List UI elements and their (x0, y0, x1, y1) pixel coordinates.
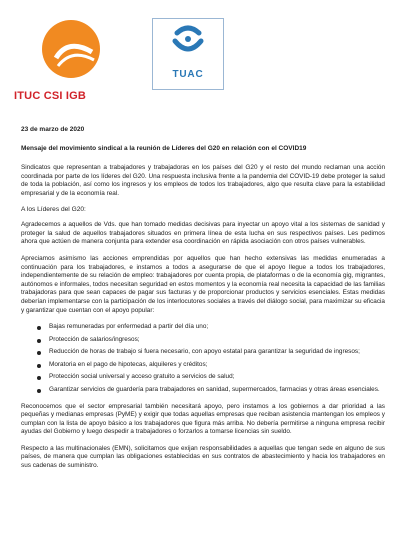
paragraph-3: Reconocemos que el sector empresarial también necesitará apoyo, pero instamos a los gobiernos a dar prioridad a las pequeñas y medianas empresas (PyME) y exigir que todas aquellas empresas que reciban asistencia mantengan los empleos y cumplan con la lista de apoyo básico a los trabajadores que figura más arriba. No debería permitirse a ninguna empresa recibir ayudas del Gobierno y luego despedir a trabajadores o forzarlos a tomarse licencias sin sueldo. (21, 402, 385, 436)
ituc-mark-icon (48, 28, 100, 72)
list-item: Protección de salarios/ingresos; (37, 336, 385, 345)
intro-paragraph: Sindicatos que representan a trabajadores y trabajadoras en los países del G20 y el resto del mundo reclaman una acción coordinada por parte de los líderes del G20. Una respuesta inclusiva frente a la pandemia del COVID-19 debe proteger la salud de toda la población, así como los ingresos y los empleos de todos los trabajadores, algo que resulta clave para la estabilidad empresarial y de la economía real. (21, 164, 385, 197)
paragraph-4: Respecto a las multinacionales (EMN), solicitamos que exijan responsabilidades a aquellas que tengan sede en alguno de sus países, de manera que cumplan las obligaciones establecidas en sus contratos de abastecimiento y hacia los trabajadores en sus cadenas de suministro. (21, 444, 385, 470)
letter-title: Mensaje del movimiento sindical a la reunión de Líderes del G20 en relación con el COVID19 (21, 145, 307, 152)
tuac-logo-text: TUAC (172, 69, 204, 80)
list-item: Garantizar servicios de guardería para trabajadores en sanidad, supermercados, farmacias y otras áreas esenciales. (37, 386, 385, 395)
header-logos (0, 0, 400, 112)
tuac-logo (152, 18, 224, 90)
paragraph-2: Apreciamos asimismo las acciones emprendidas por aquellos que han hecho extensivas las medidas enumeradas a continuación para los trabajadores, e instamos a todos a asegurarse de que el apoyo llegue a todos los trabajadores, independientemente de su relación de empleo: trabajadores por cuenta propia, de plataformas o de la economía gig, migrantes, autónomos e informales, todos necesitan seguridad en estos momentos y la economía real necesita la capacidad de las familias trabajadoras para que sean capaces de pagar sus facturas y de proporcionar productos y servicios esenciales. Estas medidas deberían implementarse con la participación de los interlocutores sociales a través del diálogo social, para maximizar su eficacia y garantizar que cuentan con el apoyo popular: (21, 255, 385, 314)
paragraph-1: Agradecemos a aquellos de Vds. que han tomado medidas decisivas para inyectar un apoyo vital a los sistemas de sanidad y proteger la salud de aquellos trabajadores situados en primera línea de esta lucha en sus respectivos países. Les pedimos ahora que actúen de manera conjunta para extender esa coordinación en rápida asociación con otros países vulnerables. (21, 221, 385, 246)
ituc-logo-text: ITUC CSI IGB (14, 90, 87, 102)
letter-body (21, 126, 385, 479)
measures-list (21, 323, 385, 394)
list-item: Reducción de horas de trabajo si fuera necesario, con apoyo estatal para garantizar la seguridad de ingresos; (37, 348, 385, 357)
letter-date: 23 de marzo de 2020 (21, 126, 85, 133)
list-item: Protección social universal y acceso gratuito a servicios de salud; (37, 373, 385, 382)
salutation: A los Líderes del G20: (21, 206, 86, 214)
tuac-mark-icon (153, 19, 223, 69)
ituc-logo (14, 20, 134, 108)
list-item: Moratoria en el pago de hipotecas, alquileres y créditos; (37, 361, 385, 370)
list-item: Bajas remuneradas por enfermedad a partir del día uno; (37, 323, 385, 332)
